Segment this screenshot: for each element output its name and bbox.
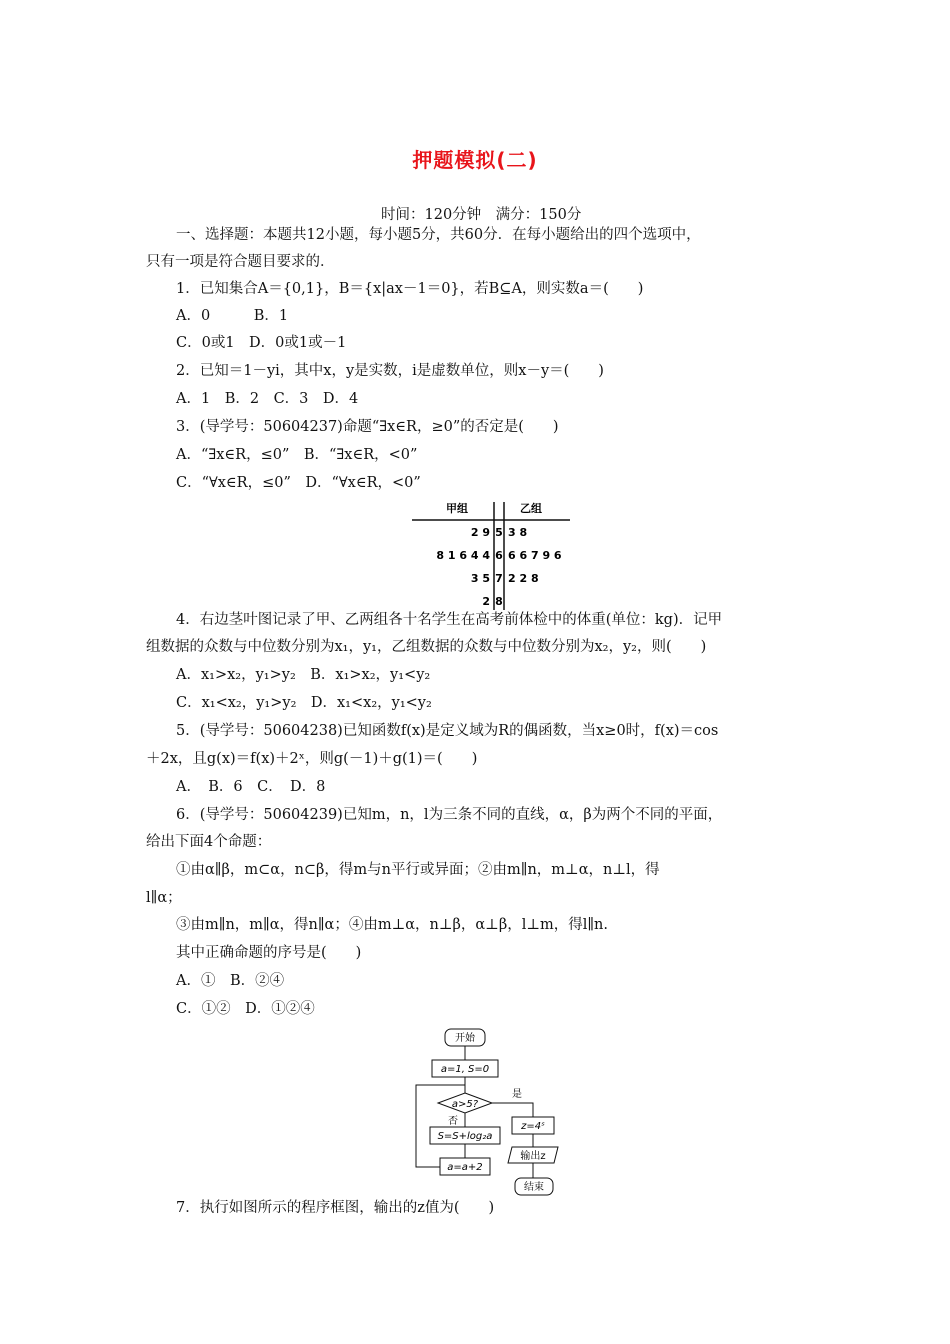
flow-calc-z-label: z=4ˢ bbox=[521, 1121, 545, 1132]
stem-leaf-right-leaves: 6 6 7 9 6 bbox=[508, 549, 562, 562]
q5-options: A． B．6 C． D．8 bbox=[176, 779, 326, 795]
q7-stem: 7．执行如图所示的程序框图，输出的z值为( ) bbox=[176, 1200, 495, 1216]
flow-output-label: 输出z bbox=[520, 1151, 546, 1162]
stem-leaf-right-leaves: 2 2 8 bbox=[508, 572, 539, 585]
q4-stem: 4．右边茎叶图记录了甲、乙两组各十名学生在高考前体检中的体重(单位：kg)．记甲 bbox=[176, 612, 723, 628]
q6-propositions-12-cont: l∥α； bbox=[146, 890, 182, 906]
page-title: 押题模拟(二) bbox=[412, 148, 538, 172]
flow-cond-label: a>5? bbox=[451, 1099, 479, 1110]
q3-options-cd: C．“∀x∈R，≤0” D．“∀x∈R，<0” bbox=[176, 475, 421, 491]
stem-leaf-right-leaves: 3 8 bbox=[508, 526, 528, 539]
q4-stem-cont: 组数据的众数与中位数分别为x₁，y₁，乙组数据的众数与中位数分别为x₂，y₂，则( ) bbox=[146, 639, 707, 655]
q6-options-ab: A．① B．②④ bbox=[176, 973, 285, 989]
q6-propositions-12: ①由α∥β，m⊂α，n⊂β，得m与n平行或异面；②由m∥n，m⊥α，n⊥l，得 bbox=[176, 862, 660, 878]
stem-leaf-left-leaves: 2 bbox=[482, 595, 490, 608]
q4-options-ab: A．x₁>x₂，y₁>y₂ B．x₁>x₂，y₁<y₂ bbox=[176, 667, 431, 683]
q2-options: A．1 B．2 C．3 D．4 bbox=[176, 391, 359, 407]
stem-leaf-head-right: 乙组 bbox=[520, 502, 542, 515]
stem-leaf-stem: 6 bbox=[495, 549, 503, 562]
q4-options-cd: C．x₁<x₂，y₁>y₂ D．x₁<x₂，y₁<y₂ bbox=[176, 695, 432, 711]
q6-stem-cont: 给出下面4个命题： bbox=[146, 834, 272, 850]
q1-options-cd: C．0或1 D．0或1或－1 bbox=[176, 335, 347, 351]
q3-options-ab: A．“∃x∈R，≤0” B．“∃x∈R，<0” bbox=[176, 447, 418, 463]
q6-propositions-34: ③由m∥n，m∥α，得n∥α；④由m⊥α，n⊥β，α⊥β，l⊥m，得l∥n. bbox=[176, 917, 609, 933]
flow-yes-label: 是 bbox=[512, 1089, 522, 1100]
q1-options-ab: A．0 B．1 bbox=[176, 308, 289, 324]
stem-leaf-stem: 8 bbox=[495, 595, 503, 608]
stem-leaf-left-leaves: 8 1 6 4 4 bbox=[436, 549, 490, 562]
q5-stem-cont: ＋2x，且g(x)＝f(x)＋2ˣ，则g(－1)＋g(1)＝( ) bbox=[146, 751, 478, 767]
exam-meta: 时间：120分钟 满分：150分 bbox=[381, 207, 582, 223]
q6-question: 其中正确命题的序号是( ) bbox=[176, 945, 362, 961]
stem-leaf-stem: 7 bbox=[495, 572, 503, 585]
q6-stem: 6．(导学号：50604239)已知m，n，l为三条不同的直线，α，β为两个不同的平面， bbox=[176, 807, 723, 823]
q1-stem: 1．已知集合A＝{0,1}，B＝{x|ax－1＝0}，若B⊆A，则实数a＝( ) bbox=[176, 281, 644, 297]
stem-leaf-stem: 5 bbox=[495, 526, 503, 539]
stem-leaf-head-left: 甲组 bbox=[446, 502, 468, 515]
section-heading: 一、选择题：本题共12小题，每小题5分，共60分．在每小题给出的四个选项中， bbox=[176, 227, 701, 243]
flowchart bbox=[408, 1027, 568, 1201]
flow-start-label: 开始 bbox=[455, 1033, 475, 1044]
stem-leaf-left-leaves: 2 9 bbox=[470, 526, 490, 539]
q5-stem: 5．(导学号：50604238)已知函数f(x)是定义域为R的偶函数，当x≥0时，f(x)＝cos bbox=[176, 723, 719, 739]
q3-stem: 3．(导学号：50604237)命题“∃x∈R，≥0”的否定是( ) bbox=[176, 419, 559, 435]
stem-leaf-left-leaves: 3 5 bbox=[470, 572, 490, 585]
section-heading-cont: 只有一项是符合题目要求的． bbox=[146, 254, 335, 270]
q2-stem: 2．已知＝1－yi，其中x，y是实数，i是虚数单位，则x－y＝( ) bbox=[176, 363, 604, 379]
flow-end-label: 结束 bbox=[524, 1182, 544, 1193]
flow-init-label: a=1, S=0 bbox=[440, 1064, 490, 1075]
flow-no-label: 否 bbox=[448, 1116, 458, 1127]
flow-update-s-label: S=S+log₂a bbox=[437, 1131, 493, 1142]
flow-update-a-label: a=a+2 bbox=[447, 1162, 483, 1173]
stem-leaf-plot bbox=[410, 500, 572, 612]
q6-options-cd: C．①② D．①②④ bbox=[176, 1001, 315, 1017]
